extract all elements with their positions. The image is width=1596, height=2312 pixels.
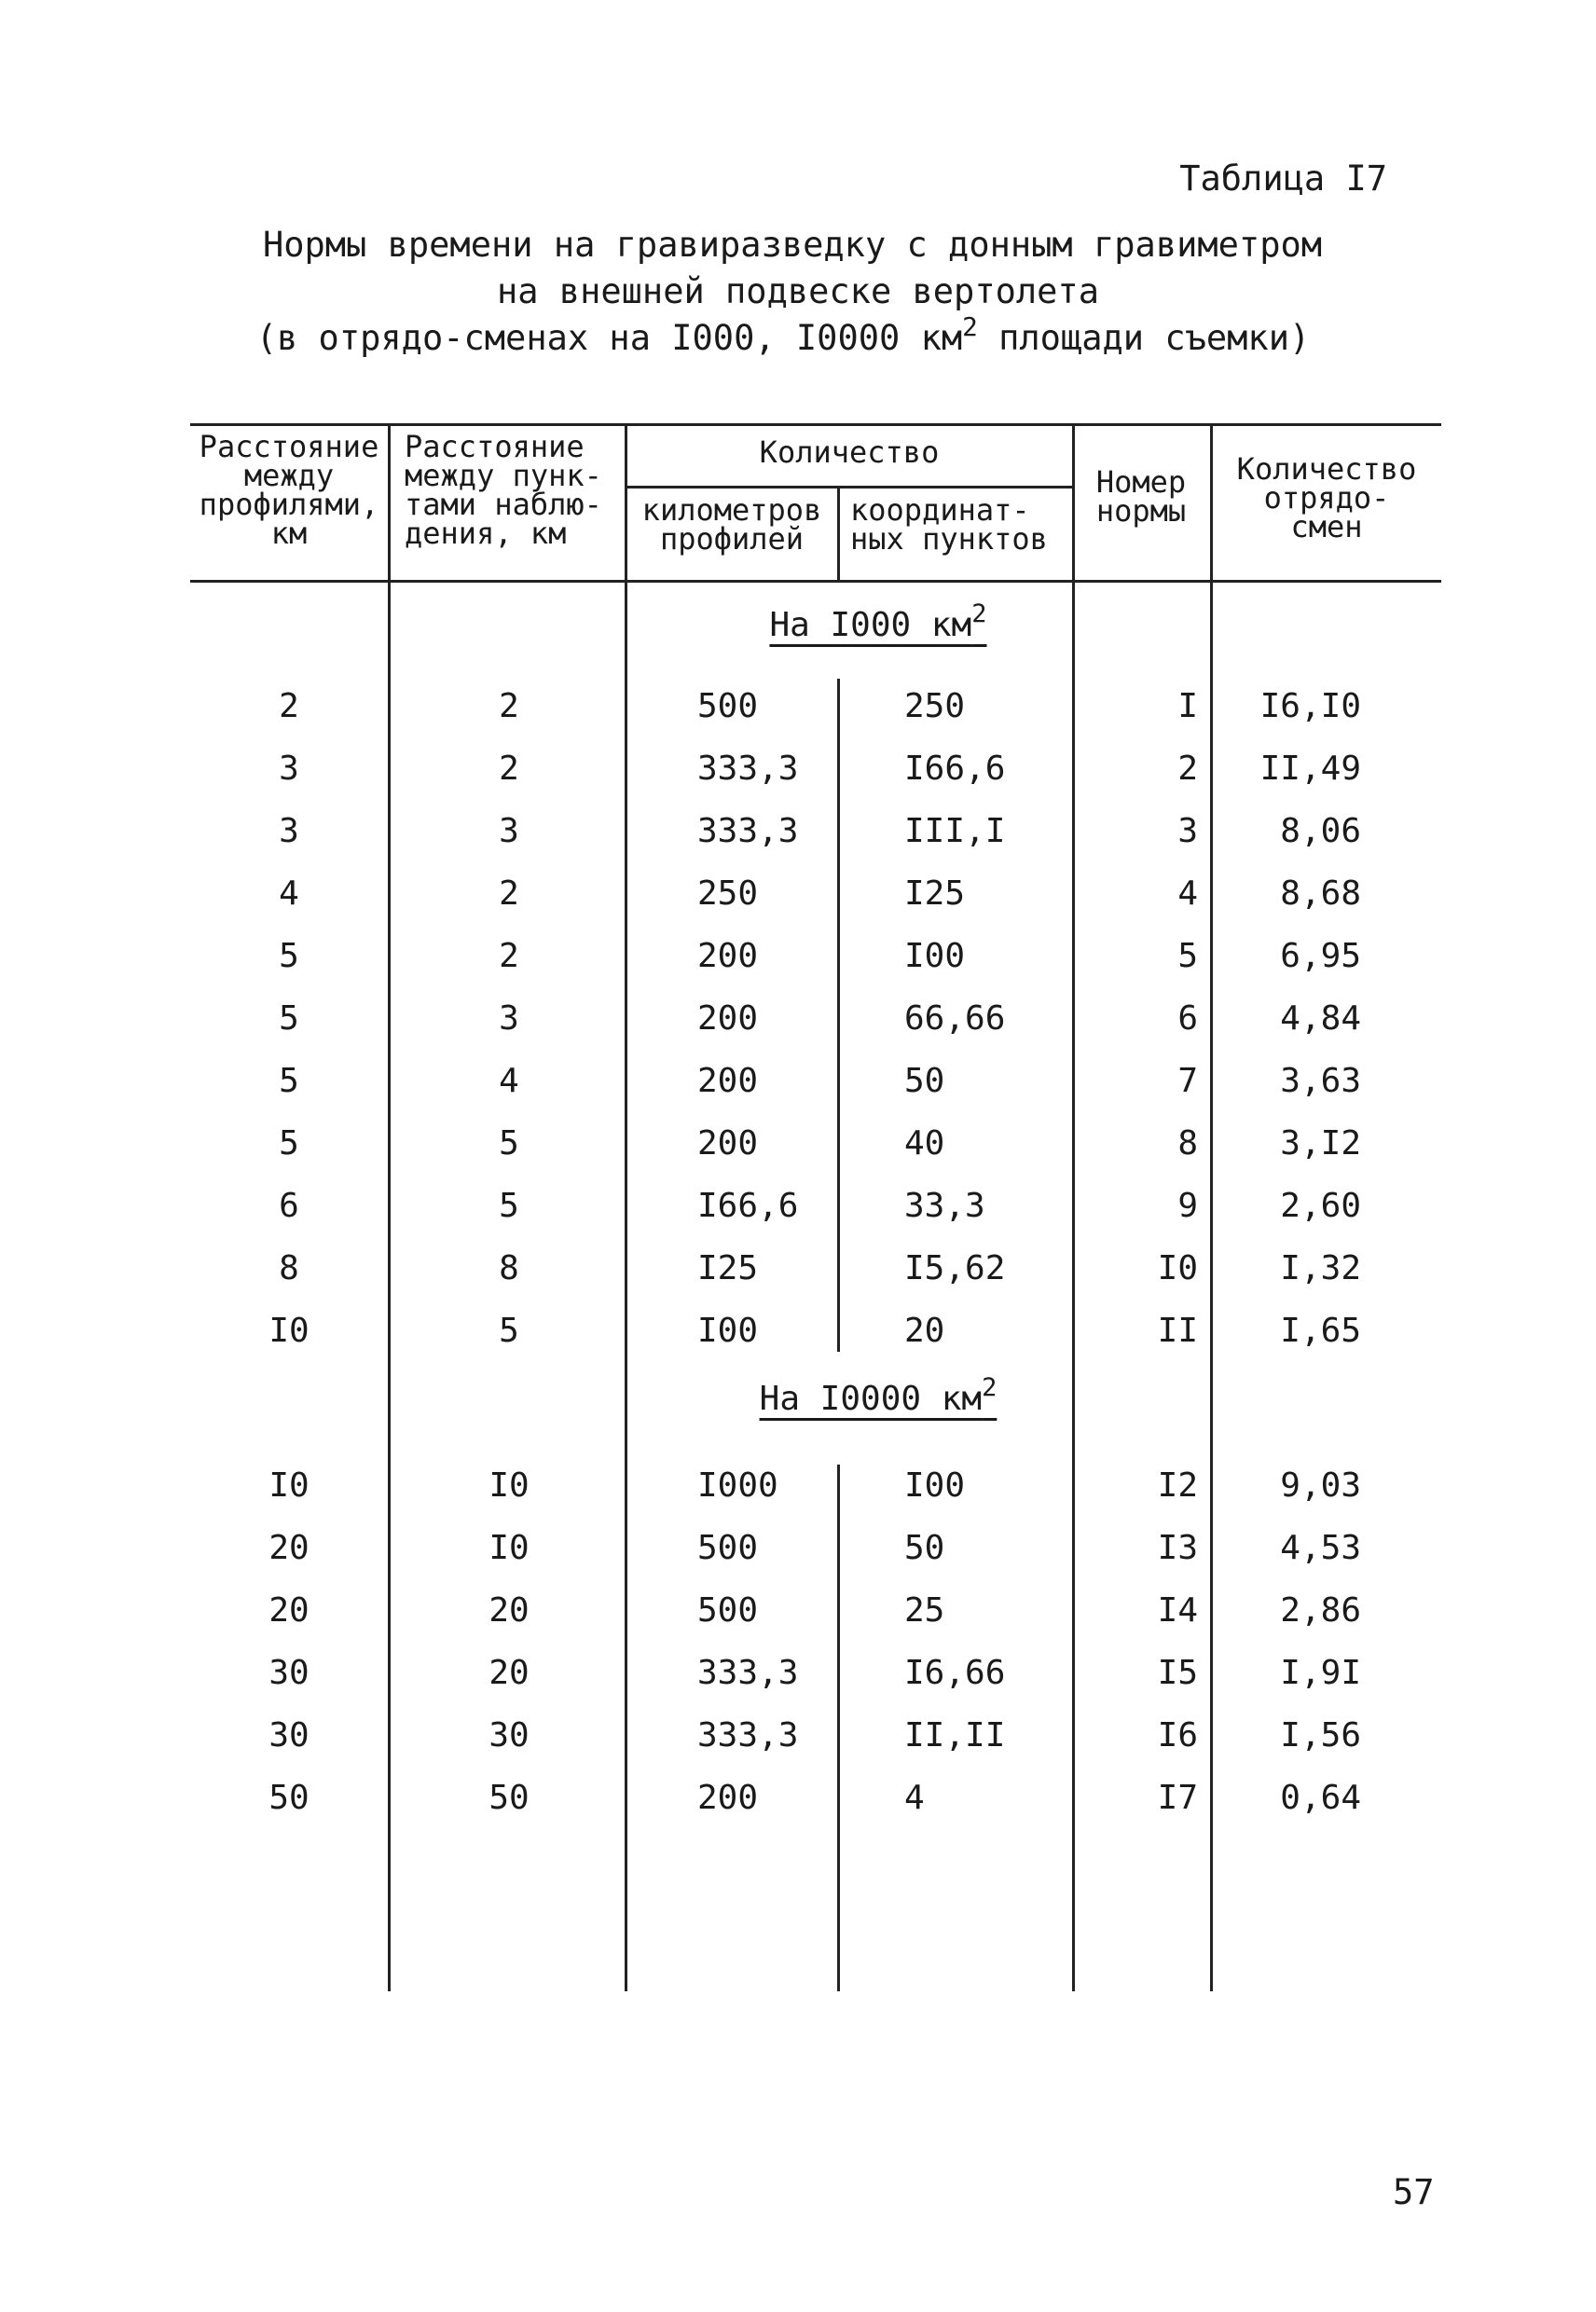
cell-dist-profiles: 3 <box>279 750 299 788</box>
cell-dist-points: 5 <box>499 1124 519 1163</box>
cell-coord-points: 50 <box>904 1062 945 1100</box>
cell-coord-points: I6,66 <box>904 1654 1006 1692</box>
header-distance-points <box>405 429 619 551</box>
cell-text: I4 <box>1157 1591 1198 1630</box>
header-coord-points <box>850 492 1072 557</box>
cell-dist-points: 2 <box>499 874 519 913</box>
table-row <box>0 925 1596 987</box>
cell-dist-points: 2 <box>499 687 519 725</box>
header-line: км <box>270 516 308 551</box>
cell-dist-profiles: 4 <box>279 874 299 913</box>
cell-dist-profiles: 5 <box>279 1124 299 1163</box>
cell-coord-points: I00 <box>904 1466 966 1505</box>
cell-coord-points: I5,62 <box>904 1249 1006 1287</box>
cell-text: 8 <box>1177 1124 1198 1163</box>
cell-dist-profiles: 2 <box>279 687 299 725</box>
cell-coord-points: 40 <box>904 1124 945 1163</box>
cell-shifts: I,32 <box>1280 1249 1361 1287</box>
cell-text: I6 <box>1157 1716 1198 1755</box>
cell-dist-profiles: 6 <box>279 1187 299 1225</box>
cell-shifts: 8,06 <box>1280 812 1361 850</box>
cell-shifts: 3,I2 <box>1280 1124 1361 1163</box>
cell-text: 9 <box>1177 1187 1198 1225</box>
cell-text: 3 <box>1177 812 1198 850</box>
title-line-3-start: (в отрядо-сменах на I000, I0000 км <box>255 318 963 358</box>
cell-dist-profiles: 5 <box>279 999 299 1038</box>
header-line: километров <box>641 492 822 528</box>
header-line: профилей <box>659 521 805 557</box>
cell-text: I5 <box>1157 1654 1198 1692</box>
cell-dist-points: 20 <box>488 1591 530 1630</box>
header-line: смен <box>1290 509 1363 544</box>
cell-dist-points: 8 <box>499 1249 519 1287</box>
cell-shifts: I,9I <box>1280 1654 1361 1692</box>
cell-coord-points: 50 <box>904 1529 945 1567</box>
cell-km-profiles: 200 <box>697 1124 759 1163</box>
header-line: отрядо- <box>1263 480 1390 516</box>
cell-dist-points: 3 <box>499 812 519 850</box>
title-superscript: 2 <box>962 310 978 342</box>
cell-dist-points: I0 <box>488 1529 530 1567</box>
cell-shifts: 9,03 <box>1280 1466 1361 1505</box>
cell-coord-points: I00 <box>904 937 966 975</box>
table-label: Таблица I7 <box>1179 158 1387 199</box>
cell-dist-profiles: 30 <box>268 1716 310 1755</box>
cell-dist-profiles: 3 <box>279 812 299 850</box>
section-caption-text: На I0000 км <box>759 1380 983 1418</box>
table-row <box>0 1642 1596 1704</box>
header-km-profiles <box>626 492 837 557</box>
cell-km-profiles: 250 <box>697 874 759 913</box>
cell-km-profiles: 200 <box>697 1062 759 1100</box>
section-caption-text: На I000 км <box>769 606 972 644</box>
table-top-rule <box>190 423 1441 426</box>
cell-coord-points: II,II <box>904 1716 1006 1755</box>
cell-km-profiles: I66,6 <box>697 1187 799 1225</box>
cell-dist-profiles: 8 <box>279 1249 299 1287</box>
header-line: ных пунктов <box>850 521 1048 557</box>
cell-coord-points: 4 <box>904 1779 925 1817</box>
table-row <box>0 675 1596 737</box>
cell-text: 2 <box>1177 750 1198 788</box>
header-bottom-rule <box>190 580 1441 583</box>
cell-coord-points: 250 <box>904 687 966 725</box>
cell-text: I2 <box>1157 1466 1198 1505</box>
cell-text: 7 <box>1177 1062 1198 1100</box>
header-line: профилями, <box>199 487 379 522</box>
cell-coord-points: I25 <box>904 874 966 913</box>
header-line: координат- <box>850 492 1030 528</box>
table-row <box>0 1237 1596 1300</box>
cell-km-profiles: 500 <box>697 687 759 725</box>
cell-km-profiles: I000 <box>697 1466 778 1505</box>
cell-dist-profiles: I0 <box>268 1466 310 1505</box>
cell-km-profiles: 200 <box>697 937 759 975</box>
section-caption-superscript: 2 <box>971 599 987 629</box>
header-line: Расстояние <box>199 429 379 464</box>
table-title-line-3 <box>0 310 1581 362</box>
cell-dist-points: 5 <box>499 1312 519 1350</box>
table-row <box>0 862 1596 925</box>
cell-dist-points: 2 <box>499 750 519 788</box>
cell-dist-profiles: 20 <box>268 1529 310 1567</box>
cell-shifts: 4,53 <box>1280 1529 1361 1567</box>
cell-dist-points: 3 <box>499 999 519 1038</box>
cell-shifts: 2,86 <box>1280 1591 1361 1630</box>
header-line: Количество <box>1236 451 1417 487</box>
cell-shifts: I6,I0 <box>1259 687 1361 725</box>
header-norm-number <box>1072 464 1210 529</box>
header-line: Номер <box>1095 464 1187 500</box>
cell-text: I0 <box>1157 1249 1198 1287</box>
cell-dist-points: I0 <box>488 1466 530 1505</box>
table-row <box>0 800 1596 862</box>
cell-shifts: 0,64 <box>1280 1779 1361 1817</box>
header-quantity-group: Количество <box>759 434 940 470</box>
cell-shifts: 2,60 <box>1280 1187 1361 1225</box>
table-row <box>0 1454 1596 1517</box>
cell-shifts: 6,95 <box>1280 937 1361 975</box>
section-caption-1000 <box>80 599 1596 644</box>
cell-km-profiles: 500 <box>697 1529 759 1567</box>
header-line: нормы <box>1095 493 1187 529</box>
title-line-3-end: площади съемки) <box>977 318 1311 358</box>
cell-dist-profiles: 20 <box>268 1591 310 1630</box>
cell-dist-profiles: 30 <box>268 1654 310 1692</box>
cell-shifts: 4,84 <box>1280 999 1361 1038</box>
page-number: 57 <box>1393 2172 1435 2212</box>
header-line: тами наблю- <box>405 487 602 522</box>
cell-shifts: II,49 <box>1259 750 1361 788</box>
cell-dist-points: 30 <box>488 1716 530 1755</box>
cell-shifts: 8,68 <box>1280 874 1361 913</box>
table-row <box>0 1175 1596 1237</box>
table-row <box>0 1704 1596 1767</box>
cell-text: 5 <box>1177 937 1198 975</box>
header-shift-count <box>1212 451 1441 544</box>
header-line: между пунк- <box>405 458 602 493</box>
section-caption-10000 <box>80 1373 1596 1418</box>
cell-dist-points: 5 <box>499 1187 519 1225</box>
cell-shifts: I,65 <box>1280 1312 1361 1350</box>
cell-km-profiles: I00 <box>697 1312 759 1350</box>
cell-km-profiles: 333,3 <box>697 750 799 788</box>
cell-dist-points: 4 <box>499 1062 519 1100</box>
cell-coord-points: III,I <box>904 812 1006 850</box>
cell-shifts: I,56 <box>1280 1716 1361 1755</box>
table-row <box>0 1112 1596 1175</box>
group-header-rule <box>626 486 1075 489</box>
cell-dist-profiles: 50 <box>268 1779 310 1817</box>
table-row <box>0 1579 1596 1642</box>
table-row <box>0 987 1596 1050</box>
table-title-line-2: на внешней подвеске вертолета <box>496 271 1099 311</box>
cell-km-profiles: 200 <box>697 1779 759 1817</box>
header-line: Расстояние <box>405 429 585 464</box>
cell-shifts: 3,63 <box>1280 1062 1361 1100</box>
cell-text: II <box>1157 1312 1198 1350</box>
table-row <box>0 1517 1596 1579</box>
table-row <box>0 737 1596 800</box>
cell-text: I <box>1177 687 1198 725</box>
cell-km-profiles: 200 <box>697 999 759 1038</box>
section-caption-superscript: 2 <box>982 1373 998 1403</box>
table-row <box>0 1050 1596 1112</box>
cell-coord-points: 33,3 <box>904 1187 985 1225</box>
header-line: дения, км <box>405 516 567 551</box>
cell-dist-points: 2 <box>499 937 519 975</box>
header-line: между <box>243 458 335 493</box>
cell-text: I3 <box>1157 1529 1198 1567</box>
column-divider-3-header <box>837 486 840 580</box>
cell-text: 4 <box>1177 874 1198 913</box>
cell-dist-points: 50 <box>488 1779 530 1817</box>
cell-km-profiles: 500 <box>697 1591 759 1630</box>
cell-coord-points: 66,66 <box>904 999 1006 1038</box>
cell-coord-points: I66,6 <box>904 750 1006 788</box>
cell-km-profiles: 333,3 <box>697 1654 799 1692</box>
cell-km-profiles: 333,3 <box>697 812 799 850</box>
table-title-line-1: Нормы времени на гравиразведку с донным гравиметром <box>262 225 1323 265</box>
cell-dist-profiles: 5 <box>279 1062 299 1100</box>
cell-km-profiles: 333,3 <box>697 1716 799 1755</box>
table-row <box>0 1300 1596 1362</box>
cell-dist-profiles: 5 <box>279 937 299 975</box>
cell-dist-profiles: I0 <box>268 1312 310 1350</box>
table-row <box>0 1767 1596 1829</box>
cell-coord-points: 20 <box>904 1312 945 1350</box>
cell-km-profiles: I25 <box>697 1249 759 1287</box>
cell-coord-points: 25 <box>904 1591 945 1630</box>
cell-dist-points: 20 <box>488 1654 530 1692</box>
header-distance-profiles <box>190 429 388 551</box>
cell-text: I7 <box>1157 1779 1198 1817</box>
cell-text: 6 <box>1177 999 1198 1038</box>
